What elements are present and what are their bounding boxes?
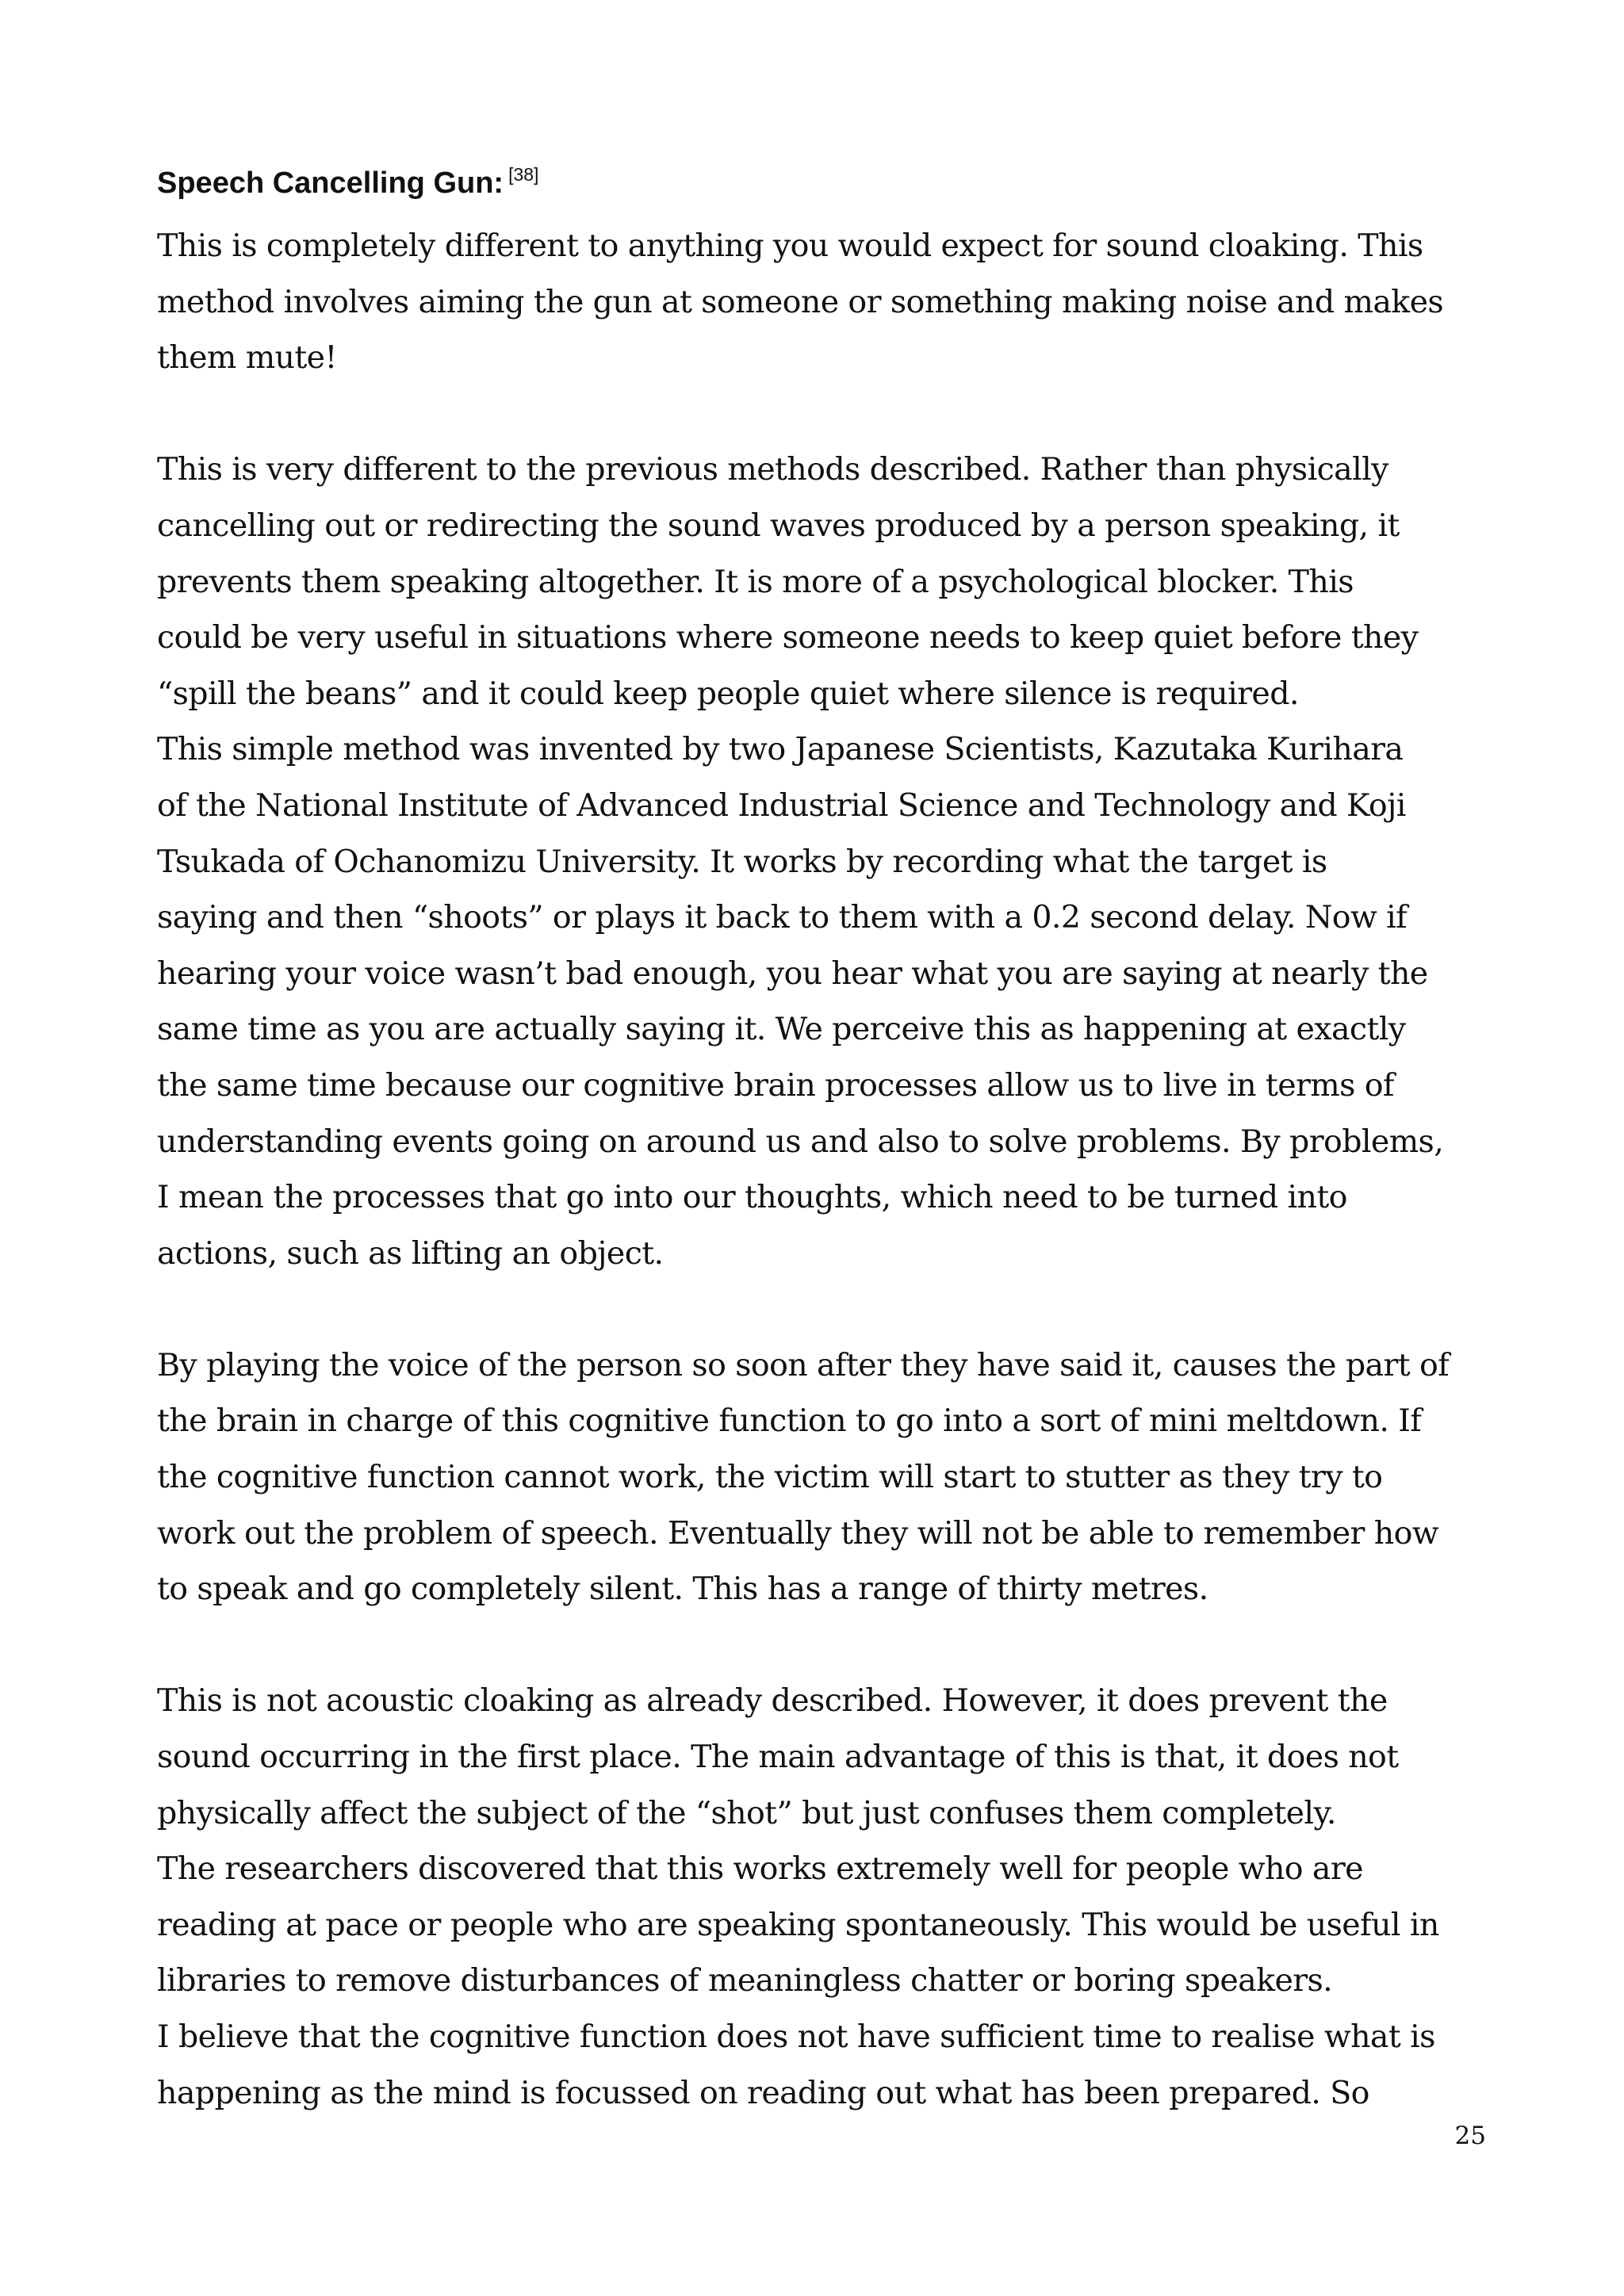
text-line: Tsukada of Ochanomizu University. It works by recording what the target is xyxy=(157,843,1327,880)
section-heading xyxy=(157,151,1489,207)
text-line: libraries to remove disturbances of meaningless chatter or boring speakers. xyxy=(157,1962,1333,1999)
text-line: physically affect the subject of the “shot” but just confuses them completely. xyxy=(157,1794,1336,1831)
paragraph-break xyxy=(157,1281,1489,1337)
text-line: to speak and go completely silent. This has a range of thirty metres. xyxy=(157,1571,1208,1608)
text-line: could be very useful in situations where someone needs to keep quiet before they xyxy=(157,619,1419,656)
text-line: work out the problem of speech. Eventually they will not be able to remember how xyxy=(157,1514,1438,1552)
text-line: I mean the processes that go into our thoughts, which need to be turned into xyxy=(157,1179,1347,1216)
text-line: actions, such as lifting an object. xyxy=(157,1234,664,1272)
body-text xyxy=(157,218,1489,2121)
document-page xyxy=(157,151,1489,2121)
page-number: 25 xyxy=(1454,2122,1486,2150)
text-line: This is not acoustic cloaking as already described. However, it does prevent the xyxy=(157,1682,1388,1720)
paragraph-break xyxy=(157,1617,1489,1674)
text-line: “spill the beans” and it could keep people quiet where silence is required. xyxy=(157,675,1299,712)
text-line: sound occurring in the first place. The main advantage of this is that, it does not xyxy=(157,1739,1399,1776)
text-line: understanding events going on around us and also to solve problems. By problems, xyxy=(157,1123,1444,1160)
text-line: This simple method was invented by two Japanese Scientists, Kazutaka Kurihara xyxy=(157,731,1404,768)
section-title: Speech Cancelling Gun: xyxy=(157,166,504,200)
text-line: the cognitive function cannot work, the victim will start to stutter as they try to xyxy=(157,1459,1383,1496)
text-line: saying and then “shoots” or plays it back to them with a 0.2 second delay. Now if xyxy=(157,899,1408,936)
text-line: prevents them speaking altogether. It is more of a psychological blocker. This xyxy=(157,563,1354,600)
text-line: the brain in charge of this cognitive function to go into a sort of mini meltdown. If xyxy=(157,1402,1422,1440)
text-line: cancelling out or redirecting the sound waves produced by a person speaking, it xyxy=(157,507,1400,544)
text-line: method involves aiming the gun at someone or something making noise and makes xyxy=(157,283,1444,320)
text-line: This is completely different to anything you would expect for sound cloaking. This xyxy=(157,228,1423,264)
text-line: happening as the mind is focussed on reading out what has been prepared. So xyxy=(157,2074,1369,2111)
text-line: of the National Institute of Advanced Industrial Science and Technology and Koji xyxy=(157,786,1406,824)
citation-reference: [38] xyxy=(508,164,539,185)
text-line: The researchers discovered that this works extremely well for people who are xyxy=(157,1850,1363,1888)
text-line: them mute! xyxy=(157,339,337,377)
text-line: reading at pace or people who are speaking spontaneously. This would be useful in xyxy=(157,1906,1439,1943)
text-line: By playing the voice of the person so soon after they have said it, causes the part of xyxy=(157,1346,1450,1383)
text-line: I believe that the cognitive function does not have sufficient time to realise what is xyxy=(157,2019,1435,2055)
text-line: the same time because our cognitive brain processes allow us to live in terms of xyxy=(157,1066,1394,1104)
text-line: same time as you are actually saying it. We perceive this as happening at exactly xyxy=(157,1011,1406,1048)
text-line: hearing your voice wasn’t bad enough, you hear what you are saying at nearly the xyxy=(157,955,1428,992)
text-line: This is very different to the previous methods described. Rather than physically xyxy=(157,451,1388,488)
paragraph-break xyxy=(157,386,1489,442)
